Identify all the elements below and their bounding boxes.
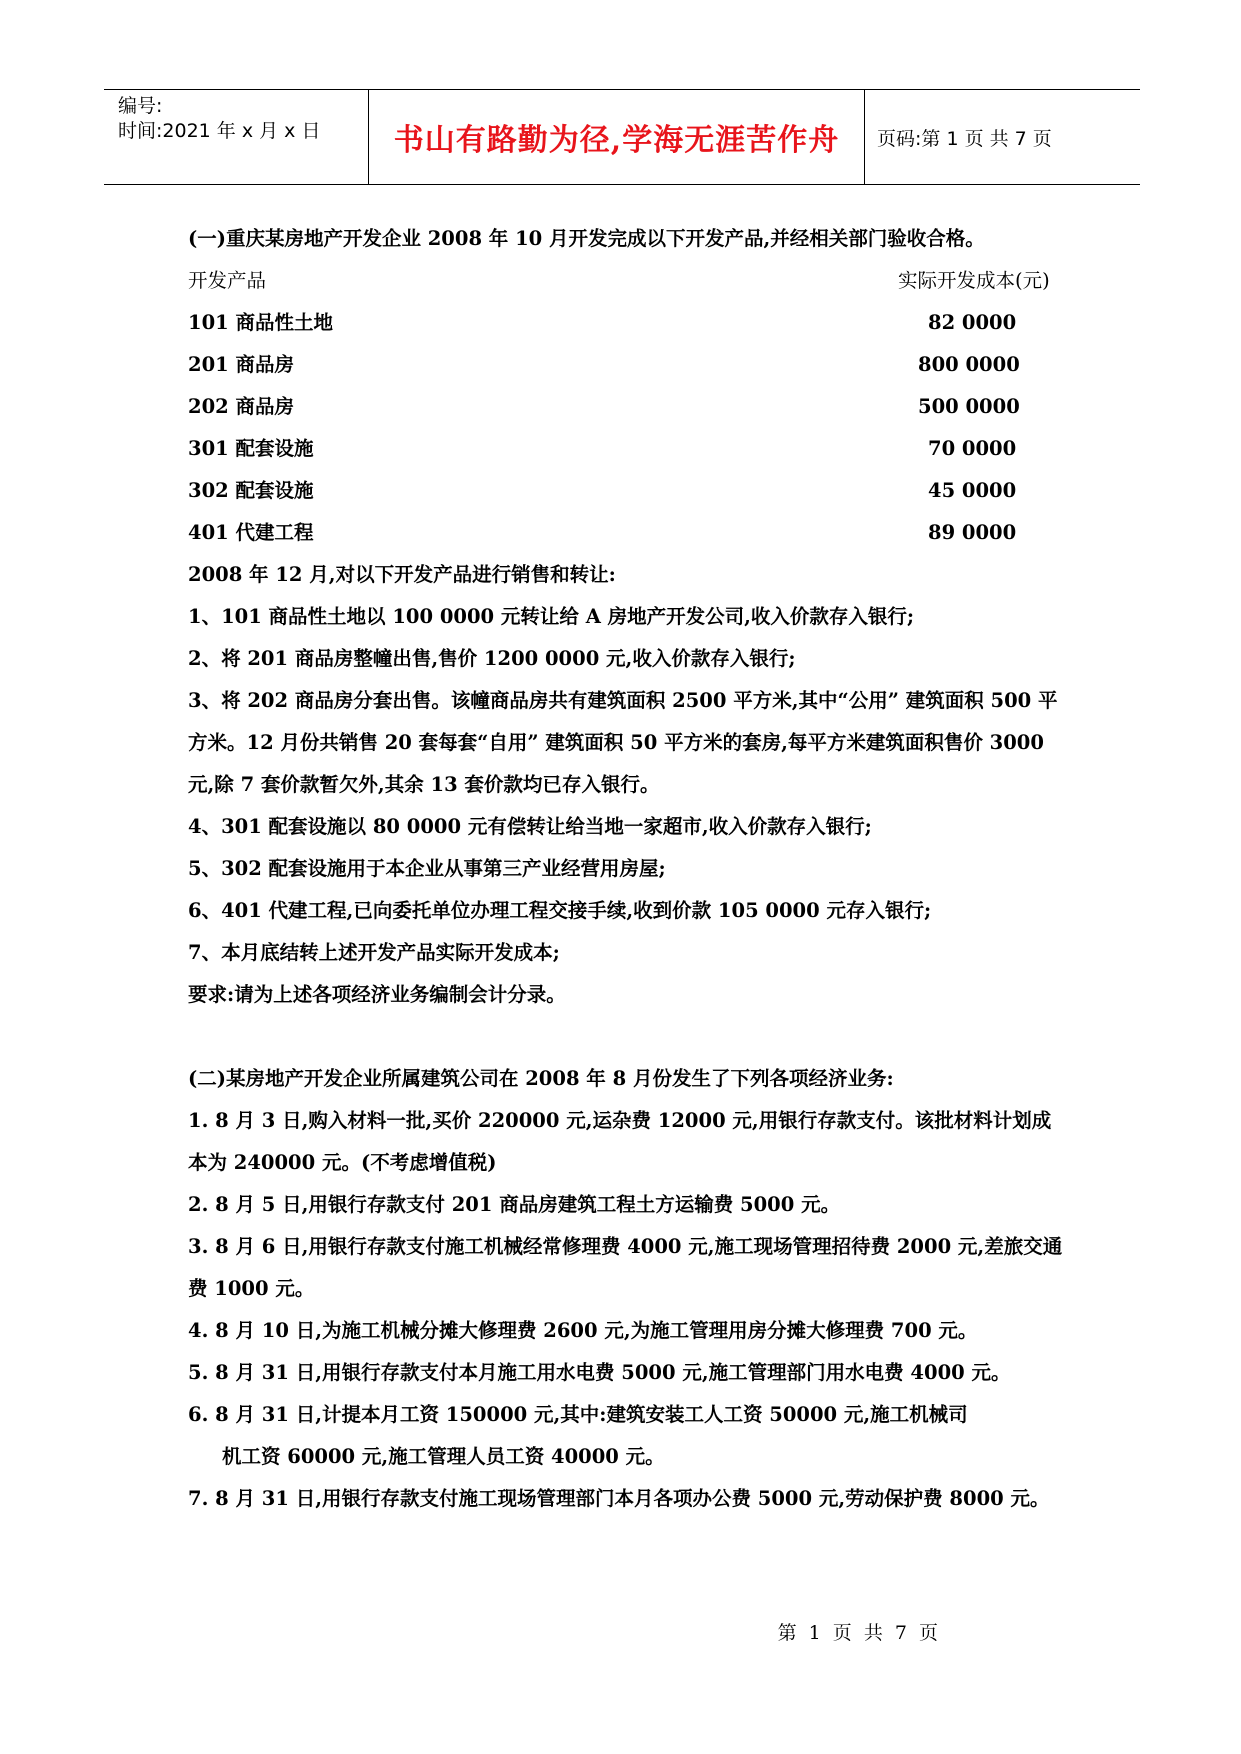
section1-lead: 2008 年 12 月,对以下开发产品进行销售和转让: (188, 563, 616, 586)
table-header (188, 260, 1068, 302)
column-product: 开发产品 (188, 269, 267, 292)
list-item: 7、本月底结转上述开发产品实际开发成本; (188, 941, 560, 964)
product-name: 201 商品房 (188, 353, 294, 376)
header-info-cell (104, 90, 369, 184)
list-item: 6、401 代建工程,已向委托单位办理工程交接手续,收到价款 105 0000 元存入银行; (188, 899, 932, 922)
section2-intro: (二)某房地产开发企业所属建筑公司在 2008 年 8 月份发生了下列各项经济业务: (188, 1067, 894, 1090)
requirement: 要求:请为上述各项经济业务编制会计分录。 (188, 983, 566, 1006)
page-footer: 第 1 页 共 7 页 (777, 1622, 941, 1644)
product-cost: 45 0000 (928, 479, 1017, 502)
table-row (188, 302, 1068, 344)
table-row (188, 344, 1068, 386)
document-body (188, 218, 1068, 1520)
product-name: 301 配套设施 (188, 437, 314, 460)
table-row (188, 386, 1068, 428)
product-name: 202 商品房 (188, 395, 294, 418)
product-cost: 500 0000 (918, 395, 1020, 418)
product-name: 401 代建工程 (188, 521, 314, 544)
list-item: 7. 8 月 31 日,用银行存款支付施工现场管理部门本月各项办公费 5000 元,劳动保护费 8000 元。 (188, 1487, 1050, 1510)
list-item: 5. 8 月 31 日,用银行存款支付本月施工用水电费 5000 元,施工管理部门用水电费 4000 元。 (188, 1361, 1011, 1384)
header-table (104, 89, 1140, 185)
motto: 书山有路勤为径,学海无涯苦作舟 (369, 90, 865, 184)
column-cost: 实际开发成本(元) (898, 269, 1050, 292)
section1-intro: (一)重庆某房地产开发企业 2008 年 10 月开发完成以下开发产品,并经相关部门验收合格。 (188, 227, 985, 250)
product-cost: 82 0000 (928, 311, 1017, 334)
list-item: 4. 8 月 10 日,为施工机械分摊大修理费 2600 元,为施工管理用房分摊大修理费 700 元。 (188, 1319, 978, 1342)
list-item: 5、302 配套设施用于本企业从事第三产业经营用房屋; (188, 857, 666, 880)
table-row (188, 470, 1068, 512)
product-cost: 89 0000 (928, 521, 1017, 544)
list-item: 6. 8 月 31 日,计提本月工资 150000 元,其中:建筑安装工人工资 50000 元,施工机械司 (188, 1403, 968, 1426)
product-name: 101 商品性土地 (188, 311, 333, 334)
list-item: 3. 8 月 6 日,用银行存款支付施工机械经常修理费 4000 元,施工现场管理招待费 2000 元,差旅交通费 1000 元。 (188, 1235, 1063, 1300)
list-item: 3、将 202 商品房分套出售。该幢商品房共有建筑面积 2500 平方米,其中“公用” 建筑面积 500 平方米。12 月份共销售 20 套每套“自用” 建筑面积 50 平方米的套房,每平方米建筑面积售价 3000 元,除 7 套价款暂欠外,其余 13 套价款均已存入银行。 (188, 689, 1058, 796)
list-item: 1、101 商品性土地以 100 0000 元转让给 A 房地产开发公司,收入价款存入银行; (188, 605, 915, 628)
table-row (188, 428, 1068, 470)
product-name: 302 配套设施 (188, 479, 314, 502)
product-cost: 800 0000 (918, 353, 1020, 376)
table-row (188, 512, 1068, 554)
number-label: 编号: (118, 95, 163, 117)
list-item: 1. 8 月 3 日,购入材料一批,买价 220000 元,运杂费 12000 元,用银行存款支付。该批材料计划成本为 240000 元。(不考虑增值税) (188, 1109, 1052, 1174)
product-cost: 70 0000 (928, 437, 1017, 460)
list-item: 2. 8 月 5 日,用银行存款支付 201 商品房建筑工程土方运输费 5000 元。 (188, 1193, 841, 1216)
list-item: 2、将 201 商品房整幢出售,售价 1200 0000 元,收入价款存入银行; (188, 647, 796, 670)
page-label: 页码:第 1 页 共 7 页 (877, 127, 1052, 150)
list-item: 4、301 配套设施以 80 0000 元有偿转让给当地一家超市,收入价款存入银行; (188, 815, 872, 838)
time-label: 时间:2021 年 x 月 x 日 (118, 120, 321, 142)
list-item-continuation: 机工资 60000 元,施工管理人员工资 40000 元。 (222, 1445, 665, 1468)
